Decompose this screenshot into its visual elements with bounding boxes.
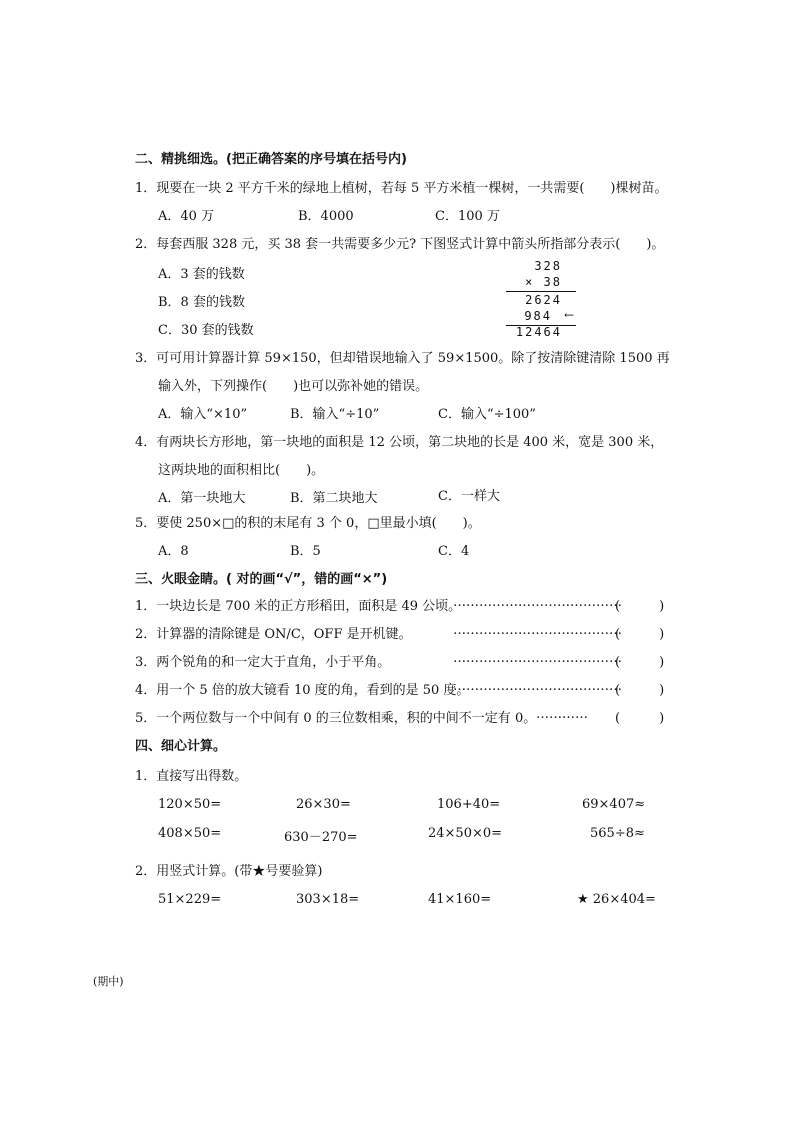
q3-option-b: B．输入“÷10” [290, 407, 380, 422]
vertical-calc-item: 51×229= [158, 892, 222, 907]
question-2-stem: 2．每套西服 328 元，买 38 套一共需要多少元? 下图竖式计算中箭头所指部分表示( )。 [135, 237, 665, 252]
section-4-title: 四、细心计算。 [135, 739, 227, 754]
section-2-title: 二、精挑细选。(把正确答案的序号填在括号内) [135, 152, 407, 167]
section-3-title: 三、火眼金睛。( 对的画“√”，错的画“×”) [135, 572, 388, 587]
vertical-line-2: × 38 [525, 275, 562, 289]
judge-dots-4: ………………………………… [453, 679, 622, 694]
vertical-rule-1 [506, 291, 576, 292]
calc-subtitle-1: 1．直接写出得数。 [135, 769, 248, 784]
q5-option-c: C．4 [438, 544, 470, 559]
calc-subtitle-2: 2．用竖式计算。(带★号要验算) [135, 864, 323, 879]
calc-item: 106+40= [437, 797, 501, 812]
vertical-line-1: 328 [534, 259, 562, 273]
q1-option-c: C．100 万 [435, 209, 500, 224]
question-4-stem-line2: 这两块地的面积相比( )。 [158, 463, 325, 478]
judge-answer-5[interactable]: ( ) [615, 711, 665, 726]
judge-dots-3: ………………………………… [453, 651, 622, 666]
calc-item: 24×50×0= [428, 826, 503, 841]
question-3-stem-line1: 3．可可用计算器计算 59×150，但却错误地输入了 59×1500。除了按清除键清除 1500 再 [135, 351, 670, 366]
judge-answer-4[interactable]: ( ) [615, 683, 665, 698]
judge-item-3: 3．两个锐角的和一定大于直角，小于平角。 [135, 655, 391, 670]
q1-option-a: A．40 万 [158, 209, 215, 224]
judge-item-2: 2．计算器的清除键是 ON/C，OFF 是开机键。 [135, 627, 412, 642]
judge-answer-1[interactable]: ( ) [615, 599, 665, 614]
q3-option-c: C．输入“÷100” [438, 407, 536, 422]
vertical-line-4: 984 [524, 309, 552, 323]
judge-dots-5: ………… [536, 707, 588, 722]
q4-option-c: C．一样大 [438, 489, 500, 504]
q3-option-a: A．输入“×10” [158, 407, 248, 422]
calc-item: 69×407≈ [582, 797, 646, 812]
vertical-calc-item: 41×160= [428, 892, 492, 907]
calc-item: 408×50= [158, 826, 222, 841]
vertical-calc-item: ★ 26×404= [577, 892, 656, 907]
page-footer: (期中) [93, 975, 124, 988]
judge-dots-2: ………………………………… [453, 623, 622, 638]
vertical-calc-item: 303×18= [296, 892, 360, 907]
q2-option-b: B．8 套的钱数 [158, 295, 245, 310]
q4-option-a: A．第一块地大 [158, 491, 246, 506]
calc-item: 26×30= [296, 797, 351, 812]
question-5-stem: 5．要使 250×□的积的末尾有 3 个 0，□里最小填( )。 [135, 516, 481, 531]
vertical-line-3: 2624 [525, 293, 562, 307]
q1-option-b: B．4000 [298, 209, 354, 224]
calc-item: 120×50= [158, 797, 222, 812]
judge-dots-1: ………………………………… [453, 595, 622, 610]
vertical-multiplication [506, 259, 576, 339]
vertical-line-5: 12464 [515, 325, 562, 339]
q2-option-c: C．30 套的钱数 [158, 323, 254, 338]
calc-item: 565÷8≈ [590, 826, 645, 841]
q4-option-b: B．第二块地大 [290, 491, 378, 506]
arrow-icon: ← [563, 308, 574, 322]
judge-item-1: 1．一块边长是 700 米的正方形稻田，面积是 49 公顷。 [135, 599, 462, 614]
question-1-stem: 1．现要在一块 2 平方千米的绿地上植树，若每 5 平方米植一棵树，一共需要( )棵树苗。 [135, 181, 668, 196]
judge-item-4: 4．用一个 5 倍的放大镜看 10 度的角，看到的是 50 度。 [135, 683, 470, 698]
judge-item-5: 5．一个两位数与一个中间有 0 的三位数相乘，积的中间不一定有 0。 [135, 711, 537, 726]
question-3-stem-line2: 输入外，下列操作( )也可以弥补她的错误。 [158, 379, 429, 394]
q2-option-a: A．3 套的钱数 [158, 267, 245, 282]
judge-answer-3[interactable]: ( ) [615, 655, 665, 670]
q5-option-a: A．8 [158, 544, 189, 559]
calc-item: 630－270= [284, 830, 358, 845]
question-4-stem-line1: 4．有两块长方形地，第一块地的面积是 12 公顷，第二块地的长是 400 米，宽是 300 米， [135, 435, 664, 450]
judge-answer-2[interactable]: ( ) [615, 627, 665, 642]
q5-option-b: B．5 [290, 544, 321, 559]
